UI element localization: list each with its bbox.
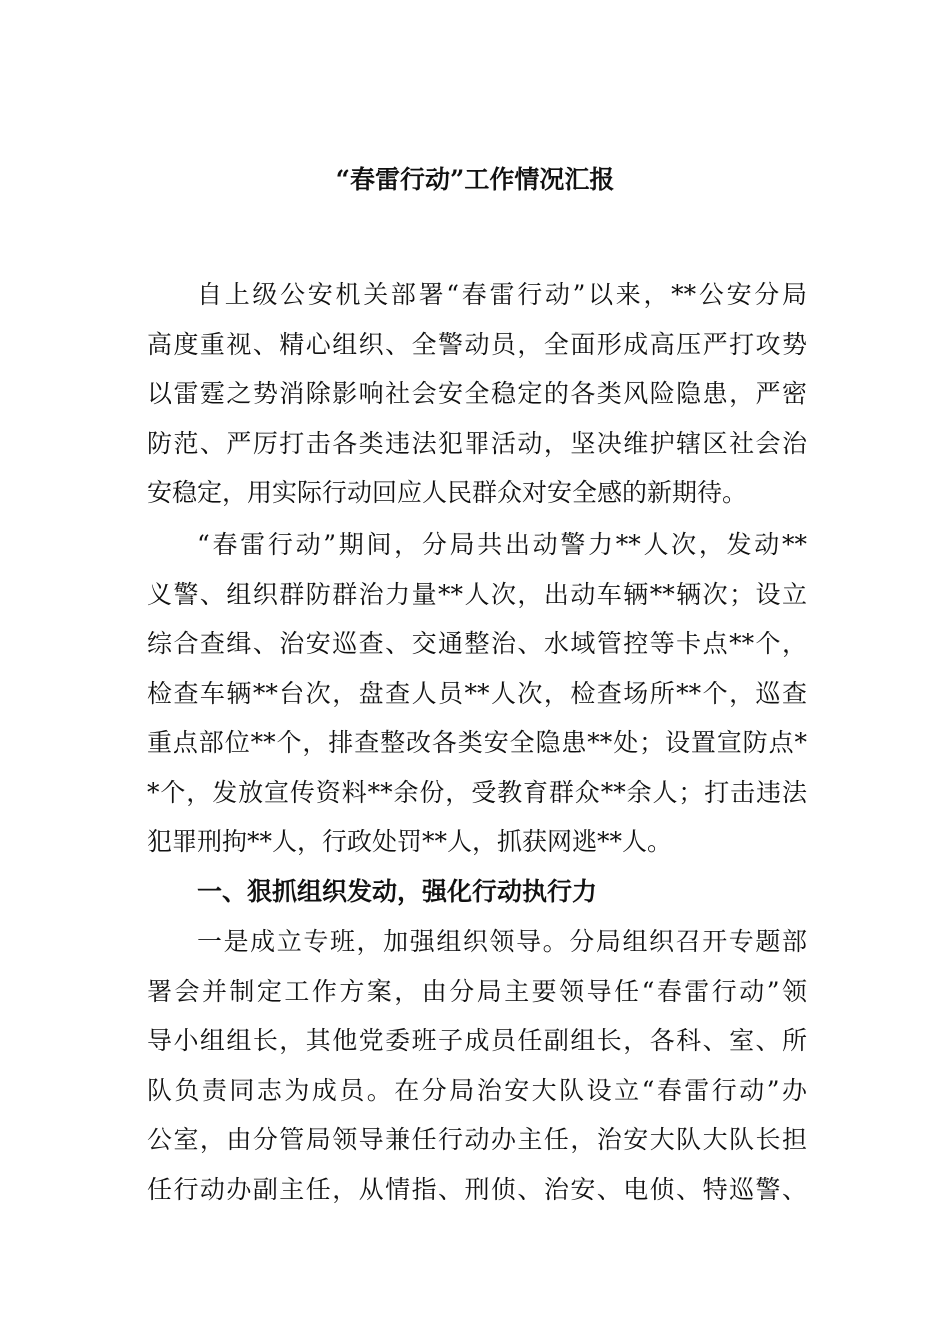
paragraph-2-line-2: 义警、组织群防群治力量**人次，出动车辆**辆次；设立 <box>147 580 807 609</box>
paragraph-2-line-6: *个，发放宣传资料**余份，受教育群众**余人；打击违法 <box>147 778 807 807</box>
paragraph-3-line-3: 导小组组长，其他党委班子成员任副组长，各科、室、所 <box>147 1026 807 1055</box>
paragraph-3-line-4: 队负责同志为成员。在分局治安大队设立“春雷行动”办 <box>147 1076 807 1105</box>
paragraph-2-line-1: “春雷行动”期间，分局共出动警力**人次，发动** <box>197 530 807 559</box>
paragraph-3-line-5: 公室，由分管局领导兼任行动办主任，治安大队大队长担 <box>147 1125 807 1154</box>
document-title: “春雷行动”工作情况汇报 <box>335 165 615 194</box>
paragraph-1-line-4: 防范、严厉打击各类违法犯罪活动，坚决维护辖区社会治 <box>147 429 807 458</box>
paragraph-2-line-7: 犯罪刑拘**人，行政处罚**人，抓获网逃**人。 <box>147 827 673 856</box>
paragraph-1-line-5: 安稳定，用实际行动回应人民群众对安全感的新期待。 <box>147 478 748 507</box>
paragraph-2-line-5: 重点部位**个，排查整改各类安全隐患**处；设置宣防点* <box>147 728 807 757</box>
paragraph-1-line-1: 自上级公安机关部署“春雷行动”以来，**公安分局 <box>197 280 807 309</box>
paragraph-2-line-4: 检查车辆**台次，盘查人员**人次，检查场所**个，巡查 <box>147 679 807 708</box>
paragraph-3-line-6: 任行动办副主任，从情指、刑侦、治安、电侦、特巡警、 <box>147 1175 807 1204</box>
section-heading-1: 一、狠抓组织发动，强化行动执行力 <box>197 877 598 906</box>
paragraph-1-line-3: 以雷霆之势消除影响社会安全稳定的各类风险隐患，严密 <box>147 379 807 408</box>
paragraph-3-line-1: 一是成立专班，加强组织领导。分局组织召开专题部 <box>197 927 807 956</box>
paragraph-2-line-3: 综合查缉、治安巡查、交通整治、水域管控等卡点**个， <box>147 629 807 658</box>
paragraph-1-line-2: 高度重视、精心组织、全警动员，全面形成高压严打攻势 <box>147 330 807 359</box>
paragraph-3-line-2: 署会并制定工作方案，由分局主要领导任“春雷行动”领 <box>147 977 807 1006</box>
